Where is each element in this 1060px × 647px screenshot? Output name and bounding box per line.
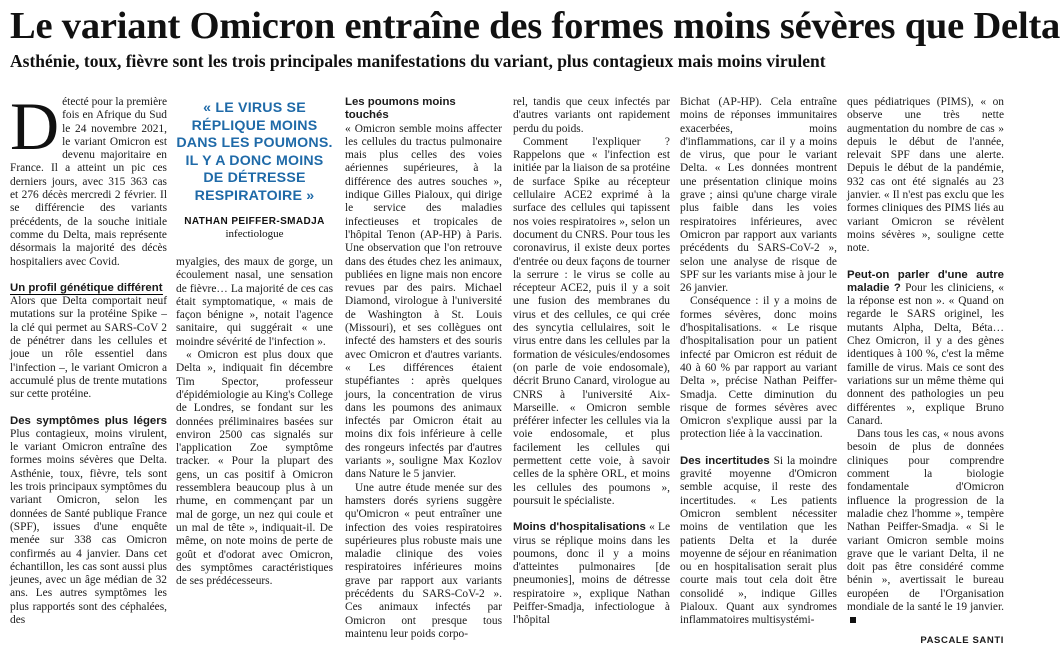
- paragraph-text: « Le virus se réplique moins dans les poumons, donc il y a moins d'atteintes pulmonaires [de pneumonies], moins de détresse respiratoire », explique Nathan Peiffer-Smadja, infectiologue à l'hôpital: [513, 521, 670, 627]
- paragraph: [847, 428, 1004, 627]
- column-2-text: [176, 256, 333, 588]
- end-mark-icon: [850, 617, 856, 623]
- article-column-5: [680, 96, 838, 627]
- paragraph: « Omicron semble moins affecter les cellules du tractus pulmonaire mais plus celles des voies aériennes supérieures, à la différence des autres souches », indique Gilles Pialoux, qui dirige le service des maladies infectieuses et tropicales de l'hôpital Tenon (AP-HP) à Paris. Une observation que l'on retrouve dans des études chez les animaux, publiées en ligne mais non encore revues par des pairs. Michael Diamond, virologue à l'université de Washington à St. Louis (Missouri), et ses collègues ont infecté des hamsters et des souris avec Omicron et d'autres variants. « Les différences étaient stupéfiantes : après quelques jours, la concentration de virus dans les poumons des animaux infectés par Omicron était au moins dix fois inférieure à celle des rongeurs infectés par d'autres variants », souligne Max Kozlov dans Nature le 5 janvier.: [345, 122, 502, 481]
- paragraph-hospitalisations: [513, 521, 670, 627]
- paragraph: Conséquence : il y a moins de formes sévères, donc moins d'hospitalisations. « Le risque d'hospitalisation pour un patient infecté par Omicron est réduit de 40 à 60 % par rapport au variant Delta », précise Nathan Peiffer-Smadja. Cette diminution du risque de formes sévères avec Omicron s'explique aussi par la protection liée à la vaccination.: [680, 295, 837, 441]
- pull-quote-role: infectiologue: [225, 228, 284, 240]
- article-headline: Le variant Omicron entraîne des formes moins sévères que Delta: [10, 5, 1060, 47]
- pull-quote-author: NATHAN PEIFFER-SMADJA: [184, 216, 325, 227]
- section-heading-genetic-profile: Un profil génétique différent: [10, 281, 163, 294]
- article-column-3: [345, 96, 502, 640]
- article-column-2: [176, 96, 333, 588]
- paragraph: Comment l'expliquer ? Rappelons que « l'infection est initiée par la liaison de sa protéine de surface Spike au récepteur cellulaire ACE2 exprimé à la surface des cellules qui tapissent nos voies respiratoires », selon un document du CNRS. Pour tous les coronavirus, il existe deux portes d'entrée ou deux façons de tourner la serrure : le virus se colle au récepteur ACE2, puis il y a soit une fusion des membranes du virus et des cellules, ce qui crée des syncytia cellulaires, soit le virus entre dans les cellules par la formation de vésicules/endosomes (on parle de voie endosomale), décrit Bruno Canard, virologue au CNRS à l'université Aix-Marseille. « Omicron semble préférer infecter les cellules via la voie endosomale, et plus facilement les cellules qui permettent cette voie, à savoir celles de la sphère ORL, et moins les cellules des poumons », poursuit le spécialiste.: [513, 135, 670, 507]
- paragraph-symptoms: [10, 415, 167, 628]
- paragraph-text: Dans tous les cas, « nous avons besoin de plus de données cliniques pour comprendre comment la biologie fondamentale d'Omicron influence la progression de la maladie chez l'homme », tempère Nathan Peiffer-Smadja. « Si le variant Omicron semble moins grave que le variant Delta, il ne doit pas être considéré comme bénin », avertissait le bureau européen de l'Organisation mondiale de la santé le 19 janvier.: [847, 428, 1004, 613]
- lead-paragraph: [10, 88, 167, 269]
- article-column-6: [847, 96, 1004, 646]
- drop-cap: D: [10, 88, 60, 164]
- pull-quote: « LE VIRUS SE RÉPLIQUE MOINS DANS LES POUMONS. IL Y A DONC MOINS DE DÉTRESSE RESPIRATOIRE »: [176, 100, 333, 204]
- paragraph: « Omicron est plus doux que Delta », indiquait fin décembre Tim Spector, professeur d'épidémiologie au King's College de Londres, se fondant sur les données préliminaires basées sur environ 2500 cas signalés sur l'application Zoe symptôme tracker. « Pour la plupart des gens, un cas positif à Omicron ressemblera beaucoup plus à un rhume, en commençant par un mal de gorge, un nez qui coule et un mal de tête », indiquait-il. De même, on note moins de perte de goût et d'odorat avec Omicron, des symptômes caractéristiques de ses prédécesseurs.: [176, 349, 333, 588]
- paragraph-text: Pour les cliniciens, « la réponse est non ». « Quand on regarde le SARS originel, les mutants Alpha, Delta, Béta… Chez Omicron, il y a des gènes identiques à 100 %, c'est la même famille de virus. Mais ce sont des variations sur un même thème qui donnent des pathologies un peu différentes », explique Bruno Canard.: [847, 281, 1004, 427]
- inline-heading-other-disease: Peut-on parler d'une autre maladie ?: [847, 268, 1004, 294]
- paragraph-text: Si la moindre gravité moyenne d'Omicron semble acquise, il reste des incertitudes. « Les patients Omicron semblent nécessiter moins de ventilation que les patients Delta et la durée moyenne de séjour en réanimation ou en hospitalisation serait plus courte mais tout cela doit être consolidé », indique Gilles Pialoux. Quant aux syndromes inflammatoires multisystémi-: [680, 454, 838, 627]
- inline-heading-uncertainties: Des incertitudes: [680, 454, 770, 467]
- article-column-1: [10, 88, 167, 626]
- paragraph: ques pédiatriques (PIMS), « on observe une très nette augmentation du nombre de cas » depuis le début de l'année, relevait SPF dans une alerte. Depuis le début de la pandémie, 932 cas ont été signalés au 23 janvier. « Il n'est pas exclu que les formes cliniques des PIMS liés au variant Omicron se révèlent moins sévères », souligne cette note.: [847, 96, 1004, 255]
- paragraph: Bichat (AP-HP). Cela entraîne moins de réponses immunitaires exacerbées, moins d'inflammations, car il y a moins de virus, que pour le variant Delta. « Les données montrent une présentation clinique moins grave ; ainsi qu'une charge virale plus faible dans les voies respiratoires inférieures, avec Omicron par rapport aux variants précédents du SARS-CoV-2 », selon une analyse de risque de SPF sur les variants mise à jour le 26 janvier.: [680, 96, 837, 295]
- paragraph-text: Plus contagieux, moins virulent, le variant Omicron entraîne des formes moins sévères que Delta. Asthénie, toux, fièvre, tels sont les trois principaux symptômes du variant Omicron, selon les données de Santé publique France (SPF), issues d'une enquête menée sur 338 cas Omicron confirmés au 4 janvier. Dans cet échantillon, les cas sont aussi plus jeunes, avec un âge médian de 32 ans. Les autres symptômes les plus rapportés sont des céphalées, des: [10, 427, 167, 626]
- paragraph: Une autre étude menée sur des hamsters dorés syriens suggère qu'Omicron « peut entraîner une infection des voies respiratoires supérieures plus robuste mais une maladie clinique des voies respiratoires inférieures moins grave par rapport aux variants précédents du SARS-CoV-2 ». Ces animaux infectés par Omicron ont presque tous maintenu leur poids corpo-: [345, 481, 502, 640]
- section-heading-lungs: Les poumons moins touchés: [345, 96, 456, 122]
- paragraph-uncertainties: [680, 455, 837, 628]
- paragraph: myalgies, des maux de gorge, un écoulement nasal, une sensation de fièvre… La majorité de ces cas était symptomatique, « mais de façon bénigne », notait l'agence sanitaire, qui suggérait « une moindre sévérité de l'infection ».: [176, 256, 333, 348]
- paragraph: rel, tandis que ceux infectés par d'autres variants ont rapidement perdu du poids.: [513, 96, 670, 135]
- paragraph-other-disease: [847, 269, 1004, 429]
- lead-paragraph-text: étecté pour la première fois en Afrique du Sud le 24 novembre 2021, le variant Omicron est devenu majoritaire en France. Il a atteint un pic ces derniers jours, avec 315 363 cas et 276 décès mercredi 2 février. Il se différencie des variants précédents, de la souche initiale comme du Delta, mais représente désormais la majorité des décès hospitaliers avec Covid.: [10, 96, 167, 268]
- inline-heading-hospitalisations: Moins d'hospitalisations: [513, 521, 646, 534]
- article-column-4: [513, 96, 670, 627]
- author-byline: PASCALE SANTI: [920, 634, 1004, 646]
- inline-heading-symptoms: Des symptômes plus légers: [10, 414, 167, 427]
- paragraph: Alors que Delta comportait neuf mutations sur la protéine Spike – la clé qui permet au SARS-CoV 2 de pénétrer dans les cellules et joue un rôle essentiel dans l'infection –, le variant Omicron a accumulé plus de trente mutations sur cette protéine.: [10, 295, 167, 401]
- article-subhead: Asthénie, toux, fièvre sont les trois principales manifestations du variant, plus contagieux mais moins virulent: [10, 51, 826, 71]
